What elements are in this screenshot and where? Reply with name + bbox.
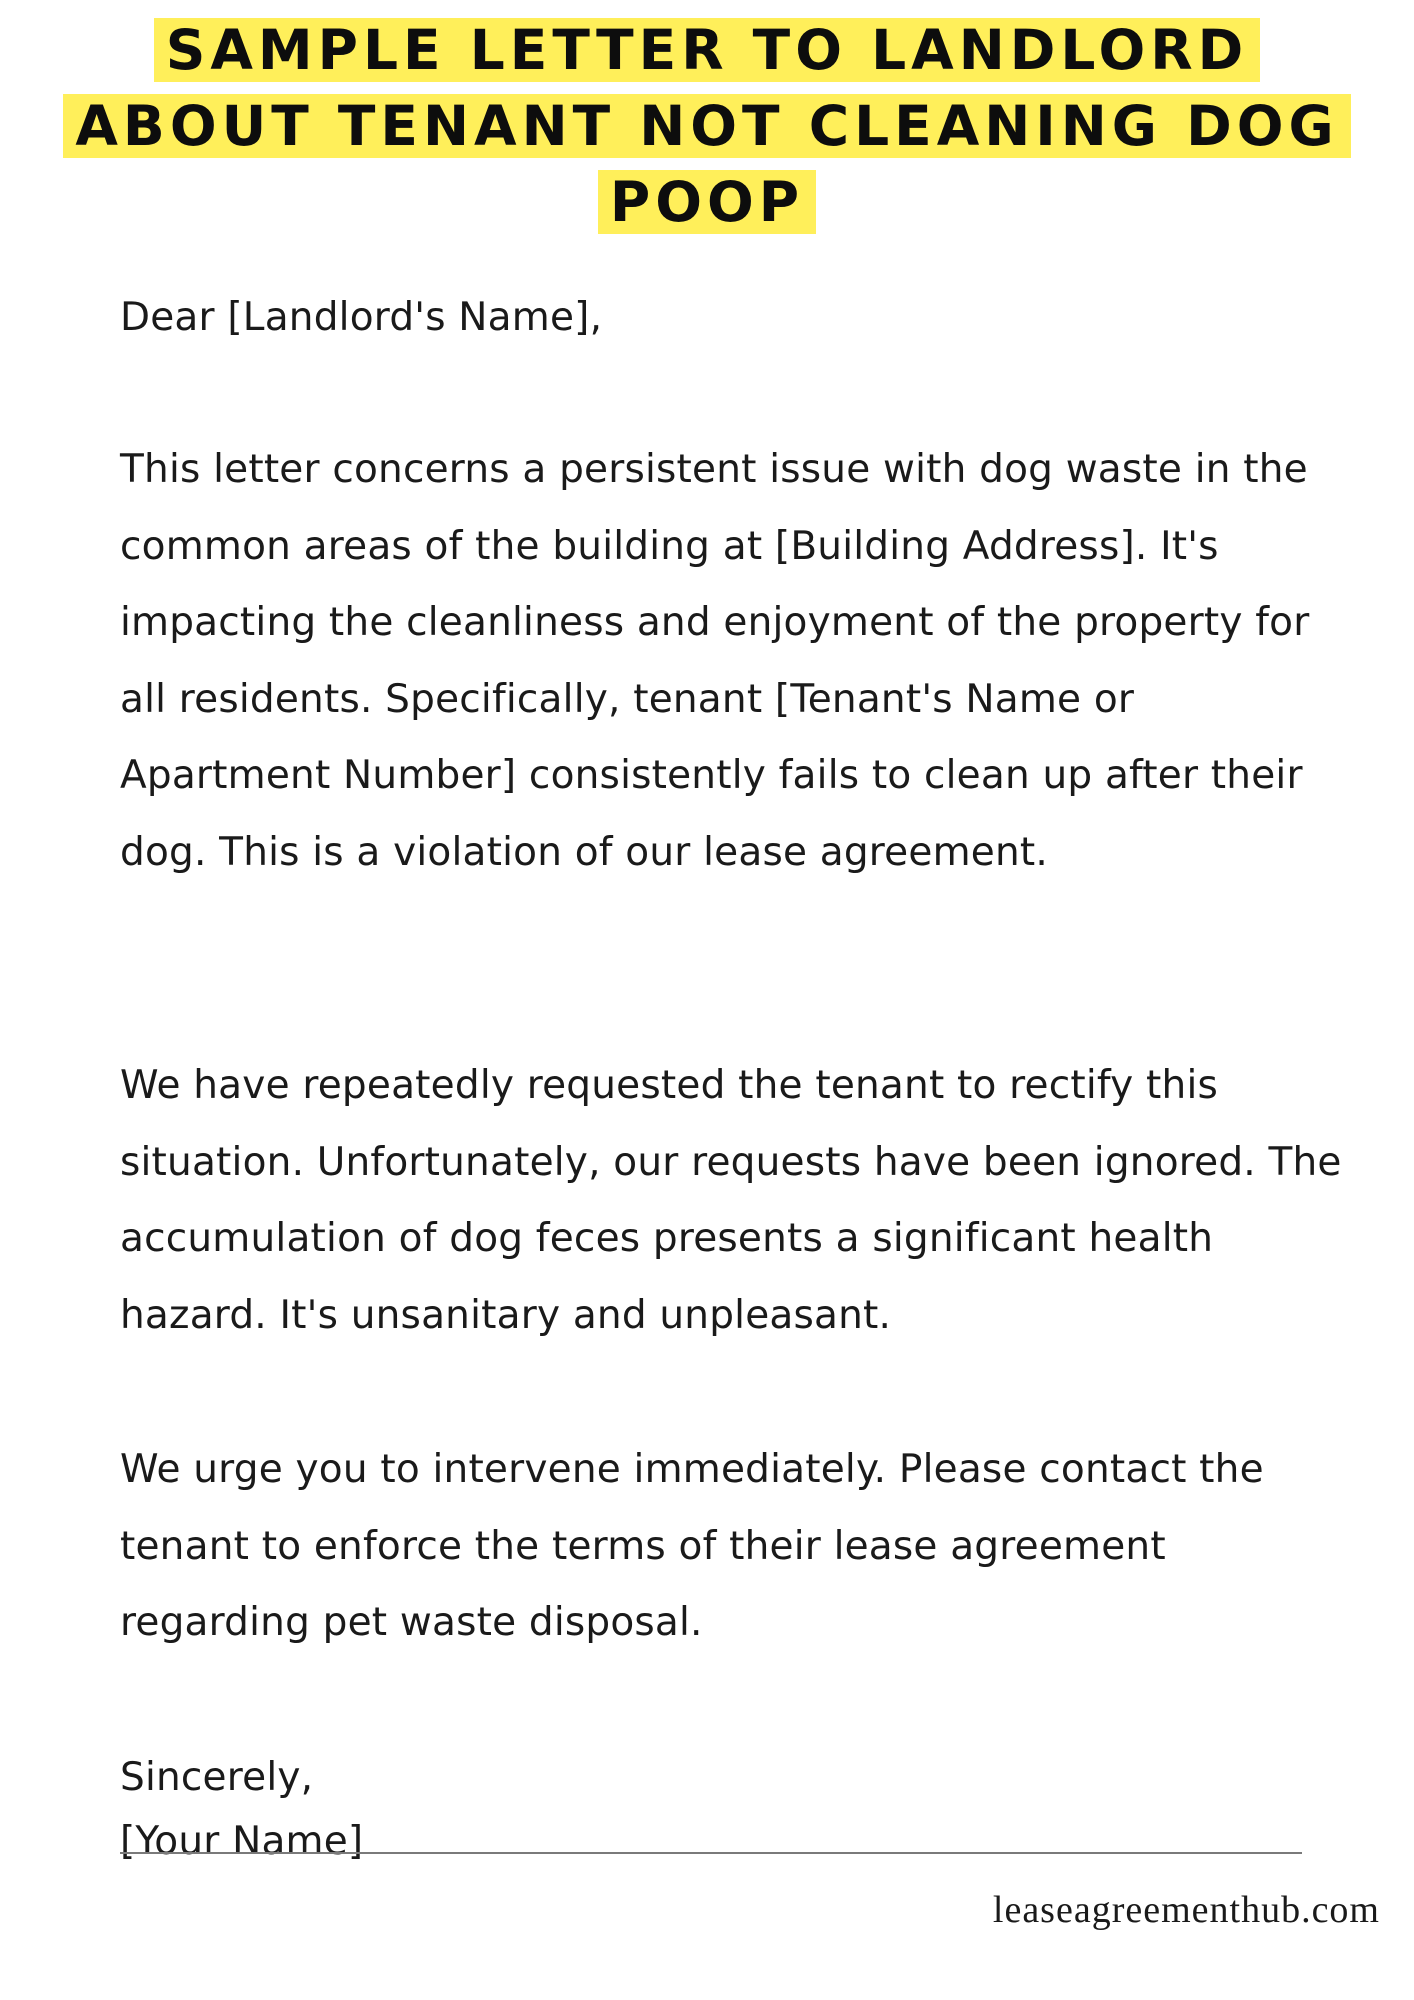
closing: Sincerely, [120, 1755, 314, 1800]
paragraph-3: We urge you to intervene immediately. Please contact the tenant to enforce the terms of their lease agreement regarding pet waste disposal. [120, 1447, 1264, 1645]
salutation: Dear [Landlord's Name], [120, 295, 603, 340]
watermark: leaseagreementhub.com [992, 1889, 1380, 1931]
title-line-2: ABOUT TENANT NOT CLEANING DOG [63, 94, 1350, 158]
letter-title [0, 12, 1414, 240]
title-line-3: POOP [598, 170, 816, 234]
paragraph-2: We have repeatedly requested the tenant to rectify this situation. Unfortunately, our requests have been ignored. The accumulation of dog feces presents a significant health hazard. It's unsanitary and unpleasant. [120, 1063, 1342, 1338]
title-line-1: SAMPLE LETTER TO LANDLORD [154, 18, 1261, 82]
signature-name: [Your Name] [120, 1819, 364, 1864]
paragraph-1: This letter concerns a persistent issue with dog waste in the common areas of the building at [Building Address]. It's impacting the cleanliness and enjoyment of the property for all residents. Specifically, tenant [Tenant's Name or Apartment Number] consistently fails to clean up after their dog. This is a violation of our lease agreement. [120, 447, 1310, 875]
signature-line [120, 1852, 1302, 1854]
